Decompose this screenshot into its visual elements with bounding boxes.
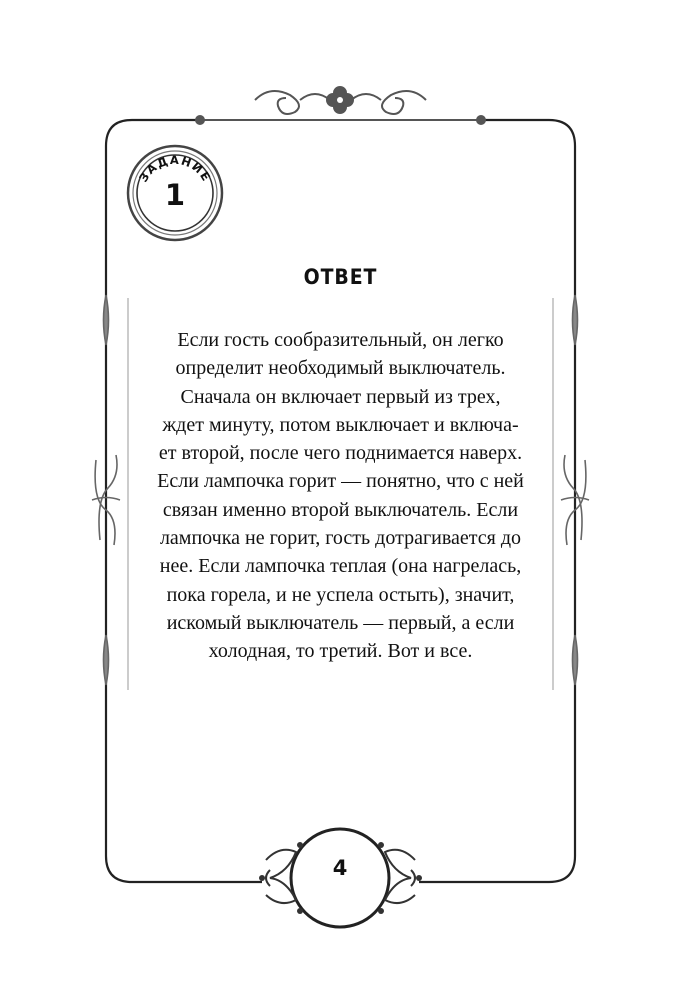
answer-line: нее. Если лампочка теплая (она нагрелась,	[159, 555, 522, 578]
answer-heading: ОТВЕТ	[303, 265, 378, 289]
answer-line: связан именно второй выключатель. Если	[162, 498, 519, 521]
answer-line: ждет минуту, потом выключает и включа-	[162, 413, 519, 436]
answer-text	[143, 326, 538, 666]
answer-line: холодная, то третий. Вот и все.	[208, 640, 473, 663]
task-number: 1	[164, 178, 186, 212]
page-number: 4	[332, 856, 348, 880]
answer-line: Сначала он включает первый из трех,	[180, 385, 501, 408]
answer-line: пока горела, и не успела остыть), значит,	[166, 583, 515, 606]
answer-line: лампочка не горит, гость дотрагивается до	[159, 527, 522, 550]
answer-line: определит необходимый выключатель.	[175, 357, 506, 380]
answer-line: Если лампочка горит — понятно, что с ней	[157, 470, 524, 493]
task-badge-text: ЗАДАНИЕ	[136, 152, 214, 185]
top-ornament-icon	[196, 87, 485, 124]
answer-line: искомый выключатель — первый, а если	[166, 611, 515, 634]
answer-line: ет второй, после чего поднимается наверх.	[158, 442, 523, 465]
answer-line: Если гость сообразительный, он легко	[177, 329, 504, 351]
